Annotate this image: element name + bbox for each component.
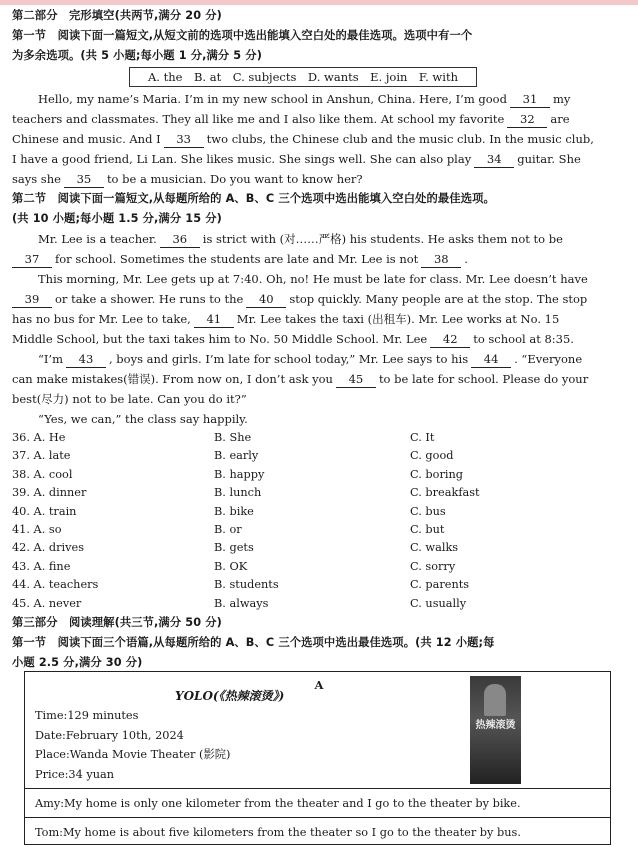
movie-time: Time:129 minutes — [35, 709, 139, 722]
option-c[interactable]: C. bus — [410, 504, 446, 518]
passage2-line — [12, 229, 626, 249]
poster-title: 热辣滚烫 — [475, 720, 516, 731]
text: Chinese and music. And I — [12, 132, 161, 146]
option-c[interactable]: C. good — [410, 449, 454, 463]
movie-place: Place:Wanda Movie Theater (影院) — [35, 748, 231, 761]
part3-instruction-2: 小题 2.5 分,满分 30 分) — [12, 655, 143, 669]
option-c[interactable]: C. boring — [410, 467, 463, 481]
poster-figure — [484, 684, 506, 716]
option-a[interactable]: 39. A. dinner — [12, 486, 87, 500]
movie-price: Price:34 yuan — [35, 767, 115, 781]
part2-heading: 第二部分 完形填空(共两节,满分 20 分) — [12, 9, 222, 22]
sec2-instruction-1: 第二节 阅读下面一篇短文,从每题所给的 A、B、C 三个选项中选出能填入空白处的最佳选项。 — [12, 192, 495, 205]
option-a[interactable]: 42. A. drives — [12, 541, 85, 555]
option-c[interactable]: C. It — [410, 431, 435, 444]
text: my — [552, 92, 571, 106]
question-row — [12, 558, 626, 576]
option-c[interactable]: C. breakfast — [410, 486, 480, 500]
text: . — [464, 252, 468, 266]
blank-39[interactable]: 39 — [12, 292, 52, 308]
text: Mr. Lee takes the taxi (出租车). Mr. Lee works at No. 15 — [236, 312, 560, 326]
passage2-line — [12, 329, 626, 349]
text: or take a shower. He runs to the — [55, 292, 244, 306]
passage1-line — [12, 109, 626, 129]
text: to school at 8:35. — [473, 332, 574, 346]
text: Middle School, but the taxi takes him to No. 50 Middle School. Mr. Lee — [12, 332, 428, 346]
passage-label: A — [314, 677, 324, 692]
passage2-line — [12, 289, 626, 309]
question-row — [12, 503, 626, 521]
blank-40[interactable]: 40 — [246, 292, 286, 308]
passage2-line — [12, 349, 626, 369]
text: guitar. She — [517, 152, 581, 166]
option-a[interactable]: 38. A. cool — [12, 467, 73, 481]
movie-details — [35, 706, 230, 784]
passage2-line — [12, 269, 626, 289]
movie-title: YOLO(《热辣滚烫》) — [175, 689, 285, 703]
option-b[interactable]: B. or — [214, 522, 242, 536]
blank-32[interactable]: 32 — [507, 112, 547, 128]
text: to be a musician. Do you want to know her? — [106, 172, 363, 186]
question-row — [12, 484, 626, 502]
blank-33[interactable]: 33 — [164, 132, 204, 148]
text: Mr. Lee is a teacher. — [38, 232, 157, 246]
text: teachers and classmates. They all like me and I also like them. At school my favorite — [12, 112, 505, 126]
question-row — [12, 447, 626, 465]
passage2-line — [12, 369, 626, 389]
question-row — [12, 521, 626, 539]
text: says she — [12, 172, 61, 186]
blank-35[interactable]: 35 — [64, 172, 104, 188]
option-b[interactable]: B. bike — [214, 504, 254, 518]
text: , boys and girls. I’m late for school today,” Mr. Lee says to his — [108, 352, 469, 366]
question-row — [12, 576, 626, 594]
options-box: A. the B. at C. subjects D. wants E. join F. with — [129, 67, 477, 87]
text: can make mistakes(错误). From now on, I don’t ask you — [12, 372, 333, 386]
blank-45[interactable]: 45 — [336, 372, 376, 388]
option-c[interactable]: C. usually — [410, 596, 467, 610]
option-b[interactable]: B. students — [214, 578, 279, 592]
text: for school. Sometimes the students are late and Mr. Lee is not — [55, 252, 419, 266]
question-row — [12, 466, 626, 484]
passage2-line: “Yes, we can,” the class say happily. — [38, 412, 248, 426]
option-a[interactable]: 40. A. train — [12, 504, 77, 518]
passage1-line — [12, 149, 626, 169]
movie-info-card — [24, 671, 611, 845]
blank-31[interactable]: 31 — [510, 92, 550, 108]
question-row — [12, 429, 626, 447]
question-row — [12, 539, 626, 557]
text: are — [550, 112, 570, 126]
text: Hello, my name’s Maria. I’m in my new school in Anshun, China. Here, I’m good — [38, 92, 507, 106]
question-row — [12, 595, 626, 613]
option-a[interactable]: 37. A. late — [12, 449, 71, 463]
text: has no bus for Mr. Lee to take, — [12, 312, 191, 326]
amy-statement: Amy:My home is only one kilometer from the theater and I go to the theater by bike. — [35, 797, 521, 810]
blank-34[interactable]: 34 — [474, 152, 514, 168]
option-a[interactable]: 44. A. teachers — [12, 578, 99, 592]
blank-38[interactable]: 38 — [421, 252, 461, 268]
divider — [25, 817, 610, 818]
tom-statement: Tom:My home is about five kilometers from the theater so I go to the theater by bus. — [35, 826, 521, 839]
passage2-line — [12, 249, 626, 269]
blank-43[interactable]: 43 — [66, 352, 106, 368]
blank-41[interactable]: 41 — [194, 312, 234, 328]
top-color-strip — [0, 0, 638, 5]
option-b[interactable]: B. early — [214, 449, 259, 463]
movie-poster-image — [470, 676, 521, 784]
option-c[interactable]: C. parents — [410, 578, 470, 592]
passage1-line — [12, 89, 626, 109]
text: two clubs, the Chinese club and the music club. In the music club, — [206, 132, 594, 146]
option-b[interactable]: B. gets — [214, 541, 254, 555]
text: “I’m — [38, 352, 63, 366]
sec1-instruction-1: 第一节 阅读下面一篇短文,从短文前的选项中选出能填入空白处的最佳选项。选项中有一个 — [12, 29, 473, 42]
part3-heading: 第三部分 阅读理解(共三节,满分 50 分) — [12, 615, 222, 629]
text: This morning, Mr. Lee gets up at 7:40. Oh, no! He must be late for class. Mr. Lee doesn’t have — [38, 272, 588, 286]
option-a[interactable]: 41. A. so — [12, 522, 62, 536]
text: . “Everyone — [514, 352, 583, 366]
text: stop quickly. Many people are at the stop. The stop — [289, 292, 588, 306]
blank-44[interactable]: 44 — [471, 352, 511, 368]
option-b[interactable]: B. OK — [214, 559, 248, 573]
option-b[interactable]: B. happy — [214, 467, 265, 481]
option-a[interactable]: 36. A. He — [12, 431, 66, 444]
text: is strict with (对……严格) his students. He asks them not to be — [202, 232, 563, 246]
passage2-line: best(尽力) not to be late. Can you do it?” — [12, 392, 247, 406]
movie-date: Date:February 10th, 2024 — [35, 728, 184, 742]
passage1-line — [12, 129, 626, 149]
sec1-instruction-2: 为多余选项。(共 5 小题;每小题 1 分,满分 5 分) — [12, 49, 262, 62]
text: to be late for school. Please do your — [378, 372, 589, 386]
part3-instruction-1: 第一节 阅读下面三个语篇,从每题所给的 A、B、C 三个选项中选出最佳选项。(共 12 小题;每 — [12, 635, 495, 649]
movie-info-panel — [25, 672, 610, 789]
passage1-line — [12, 169, 626, 189]
option-c[interactable]: C. walks — [410, 541, 459, 555]
passage2-line — [12, 309, 626, 329]
option-b[interactable]: B. She — [214, 431, 252, 444]
option-b[interactable]: B. always — [214, 596, 269, 610]
option-a[interactable]: 45. A. never — [12, 596, 82, 610]
sec2-instruction-2: (共 10 小题;每小题 1.5 分,满分 15 分) — [12, 212, 222, 225]
blank-42[interactable]: 42 — [430, 332, 470, 348]
option-a[interactable]: 43. A. fine — [12, 559, 71, 573]
text: I have a good friend, Li Lan. She likes music. She sings well. She can also play — [12, 152, 472, 166]
question-list — [12, 429, 626, 613]
blank-37[interactable]: 37 — [12, 252, 52, 268]
option-b[interactable]: B. lunch — [214, 486, 262, 500]
option-c[interactable]: C. but — [410, 522, 445, 536]
option-c[interactable]: C. sorry — [410, 559, 456, 573]
blank-36[interactable]: 36 — [160, 232, 200, 248]
